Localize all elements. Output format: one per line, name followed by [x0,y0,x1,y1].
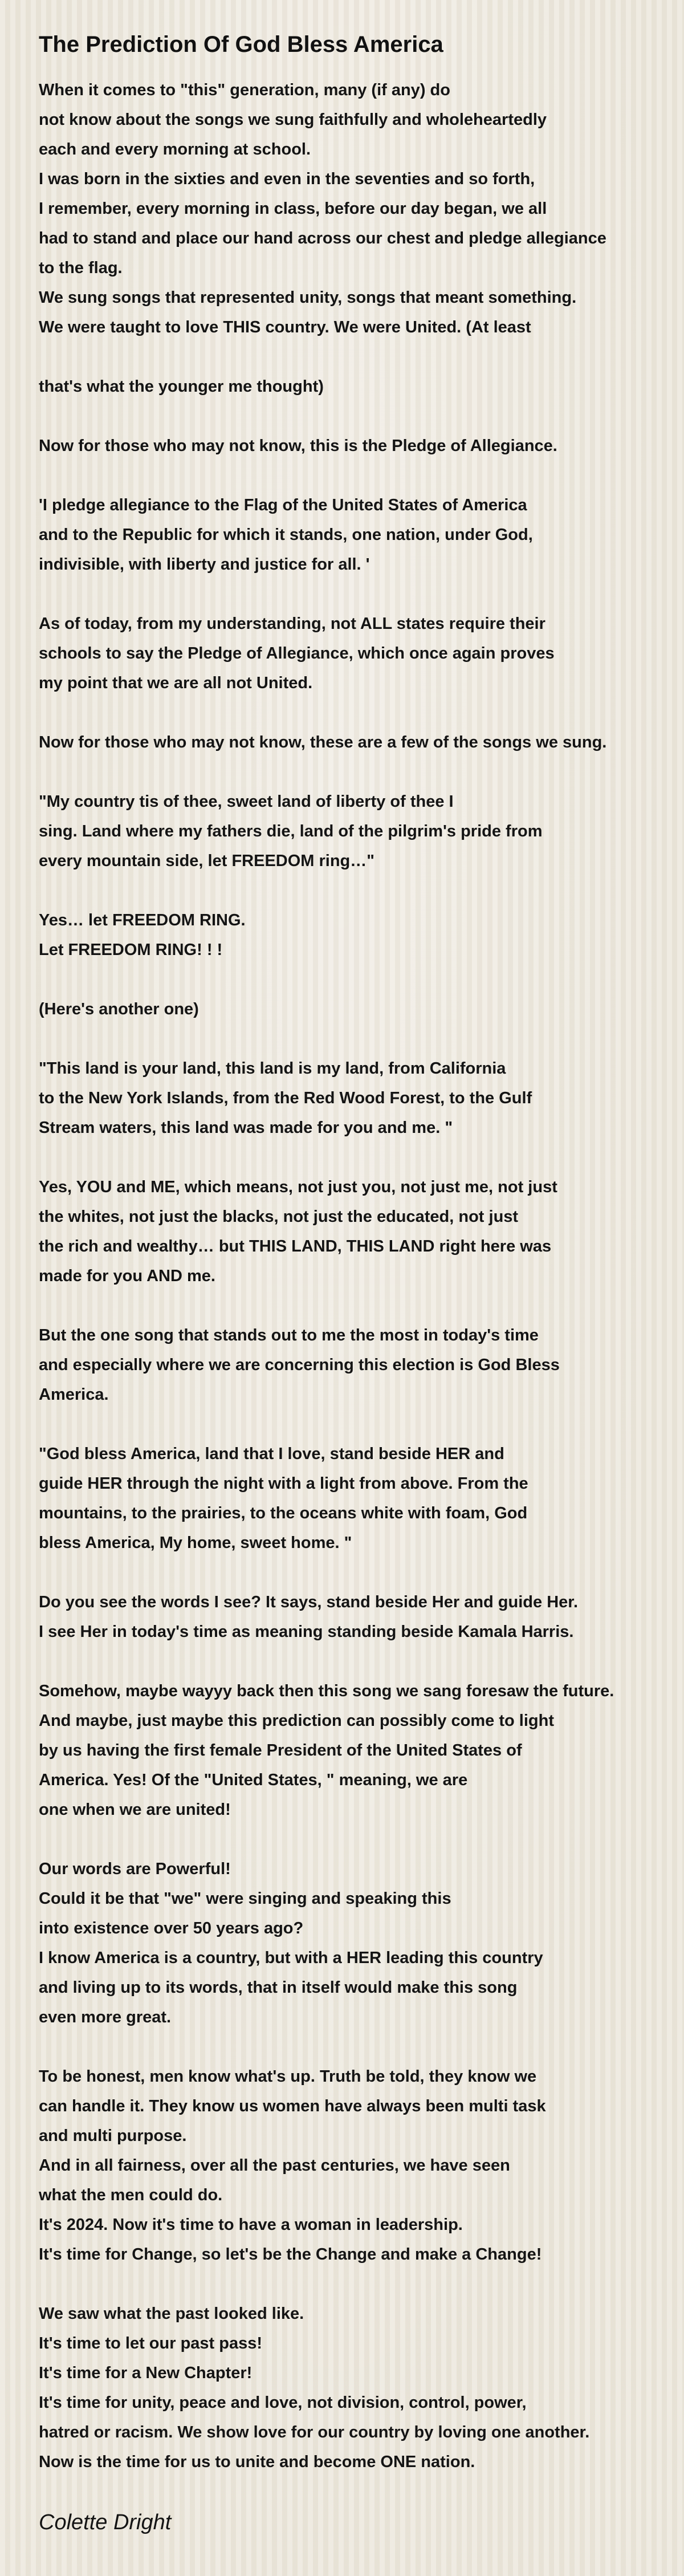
poem-line: "This land is your land, this land is my land, from California [39,1059,506,1078]
poem-line: by us having the first female President of the United States of [39,1741,522,1760]
poem-stanza [39,609,684,698]
poem-line: that's what the younger me thought) [39,377,324,396]
poem-stanza [39,1172,684,1291]
poem-line: It's time for Change, so let's be the Change and make a Change! [39,2245,542,2264]
poem-line: sing. Land where my fathers die, land of the pilgrim's pride from [39,822,543,840]
poem-line: But the one song that stands out to me the most in today's time [39,1326,539,1344]
poem-line: Could it be that "we" were singing and speaking this [39,1890,451,1908]
poem-line: I was born in the sixties and even in the seventies and so forth, [39,170,535,188]
poem-line: Now for those who may not know, this is the Pledge of Allegiance. [39,437,557,455]
poem-line: Let FREEDOM RING! ! ! [39,941,223,959]
poem-line: schools to say the Pledge of Allegiance, which once again proves [39,644,555,663]
poem-line: (Here's another one) [39,1000,199,1018]
poem-stanza [39,2299,684,2477]
poem-line: America. Yes! Of the "United States, " meaning, we are [39,1771,468,1789]
poem-stanza [39,431,684,461]
poem-line: bless America, My home, sweet home. " [39,1534,352,1552]
poem-stanza [39,787,684,876]
poem-line: the whites, not just the blacks, not just the educated, not just [39,1208,519,1226]
poem-line: mountains, to the prairies, to the oceans white with foam, God [39,1504,528,1522]
poem-line: indivisible, with liberty and justice for all. ' [39,555,370,574]
poem-line: not know about the songs we sung faithfully and wholeheartedly [39,111,547,129]
poem-line: "My country tis of thee, sweet land of liberty of thee I [39,793,454,811]
poem-line: even more great. [39,2008,172,2026]
poem-stanza [39,1320,684,1409]
poem-title: The Prediction Of God Bless America [39,32,443,57]
poem-line: "God bless America, land that I love, stand beside HER and [39,1445,504,1463]
poem-line: guide HER through the night with a light from above. From the [39,1474,528,1493]
poem-line: 'I pledge allegiance to the Flag of the United States of America [39,496,527,514]
poem-line: We were taught to love THIS country. We were United. (At least [39,318,531,336]
poem-line: can handle it. They know us women have always been multi task [39,2097,546,2115]
poem-line: And in all fairness, over all the past centuries, we have seen [39,2156,510,2175]
poem-stanza [39,728,684,757]
poem-line: the rich and wealthy… but THIS LAND, THIS LAND right here was [39,1237,552,1256]
poem-line: And maybe, just maybe this prediction can possibly come to light [39,1712,554,1730]
poem-stanza [39,75,684,342]
poem-body [39,75,684,2477]
poem-line: one when we are united! [39,1801,231,1819]
poem-line: We sung songs that represented unity, songs that meant something. [39,289,577,307]
poem-line: When it comes to "this" generation, many (if any) do [39,81,450,99]
poem-line: I see Her in today's time as meaning standing beside Kamala Harris. [39,1623,574,1641]
poem-line: into existence over 50 years ago? [39,1919,304,1937]
poem-line: Yes, YOU and ME, which means, not just you, not just me, not just [39,1178,557,1196]
poem-line: and especially where we are concerning this election is God Bless [39,1356,560,1374]
poem-stanza [39,2062,684,2269]
poem-line: every mountain side, let FREEDOM ring…" [39,852,375,870]
poem-line: I remember, every morning in class, before our day began, we all [39,200,547,218]
poem-line: made for you AND me. [39,1267,215,1285]
poem-line: each and every morning at school. [39,140,311,159]
poem-line: to the flag. [39,259,123,277]
poem-line: It's 2024. Now it's time to have a woman in leadership. [39,2216,463,2234]
poem-line: Stream waters, this land was made for you and me. " [39,1119,453,1137]
poem-stanza [39,1054,684,1143]
poem-line: It's time for unity, peace and love, not division, control, power, [39,2394,527,2412]
poem-stanza [39,1439,684,1558]
poem-line: As of today, from my understanding, not ALL states require their [39,615,545,633]
poem-stanza [39,1587,684,1647]
poem-stanza [39,1854,684,2032]
poem-stanza [39,994,684,1024]
poem-line: It's time for a New Chapter! [39,2364,253,2382]
poem-line: what the men could do. [39,2186,223,2204]
poem-line: America. [39,1385,109,1404]
poem-line: and multi purpose. [39,2127,187,2145]
poem-line: Somehow, maybe wayyy back then this song we sang foresaw the future. [39,1682,614,1700]
poem-line: We saw what the past looked like. [39,2305,304,2323]
poem-line: to the New York Islands, from the Red Wood Forest, to the Gulf [39,1089,532,1107]
poem-line: It's time to let our past pass! [39,2334,263,2352]
poem-line: had to stand and place our hand across our chest and pledge allegiance [39,229,606,247]
poem-line: I know America is a country, but with a HER leading this country [39,1949,543,1967]
poem-line: To be honest, men know what's up. Truth be told, they know we [39,2067,537,2086]
poem-author[interactable]: Colette Dright [39,2510,172,2534]
poem-line: Now for those who may not know, these are a few of the songs we sung. [39,733,607,751]
poem-line: Our words are Powerful! [39,1860,231,1878]
poem-line: hatred or racism. We show love for our country by loving one another. [39,2423,590,2441]
poem-line: Do you see the words I see? It says, stand beside Her and guide Her. [39,1593,579,1611]
poem-stanza [39,490,684,579]
poem-line: Yes… let FREEDOM RING. [39,911,246,929]
poem-line: and living up to its words, that in itself would make this song [39,1978,518,1997]
poem-line: and to the Republic for which it stands, one nation, under God, [39,526,533,544]
poem-line: my point that we are all not United. [39,674,313,692]
poem-stanza [39,1676,684,1825]
poem-stanza [39,905,684,965]
poem-line: Now is the time for us to unite and become ONE nation. [39,2453,475,2471]
poem-stanza [39,372,684,401]
